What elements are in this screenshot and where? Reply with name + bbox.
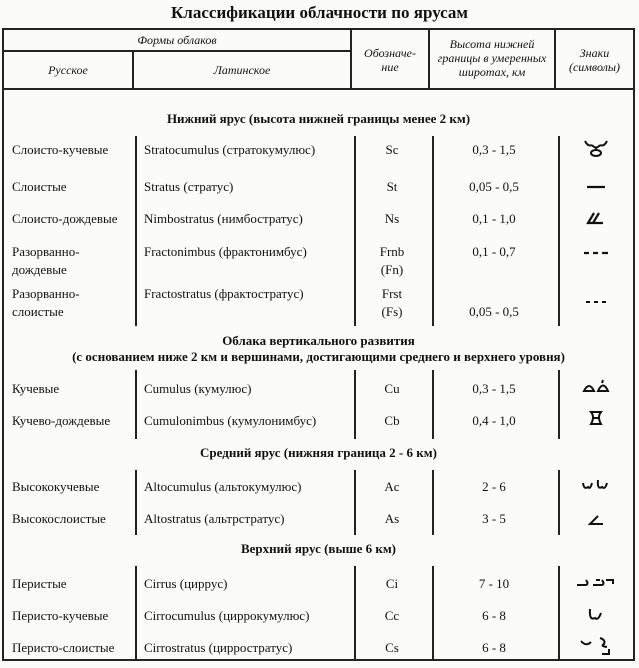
latin-name: Cumulus (кумулюс) — [144, 381, 252, 396]
header-abbreviation-line1: Обозначе- — [364, 46, 416, 60]
russian-name: Кучевые — [12, 381, 60, 396]
header-forms: Формы облаков — [137, 33, 217, 47]
header-height-line2: границы в умеренных — [437, 51, 547, 65]
base-height: 6 - 8 — [482, 640, 506, 655]
altocumulus-symbol-icon — [558, 477, 634, 493]
russian-name: Перисто-кучевые — [12, 608, 109, 623]
cirrus-symbol-icon — [558, 574, 634, 590]
cumulus-symbol-icon — [558, 379, 634, 395]
header-symbols-line2: (символы) — [568, 60, 621, 74]
abbreviation: Cb — [384, 413, 400, 428]
latin-name: Stratus (стратус) — [144, 179, 234, 194]
cumulonimbus-symbol-icon — [558, 409, 634, 427]
section-title-low: Нижний ярус (высота нижней границы менее 2 км) — [166, 111, 471, 126]
russian-name: Высококучевые — [12, 479, 100, 494]
abbreviation: Ci — [385, 576, 399, 591]
base-height: 0,1 - 0,7 — [472, 244, 516, 259]
russian-name — [12, 243, 80, 279]
col-divider — [135, 370, 137, 439]
russian-name-line2: слоистые — [12, 304, 64, 319]
russian-name: Перисто-слоистые — [12, 640, 115, 655]
abbreviation-line1: Frnb — [379, 244, 405, 259]
abbreviation: Cs — [385, 640, 399, 655]
latin-name: Fractostratus (фрактостратус) — [144, 286, 304, 301]
abbreviation — [354, 243, 430, 279]
base-height: 0,4 - 1,0 — [472, 413, 516, 428]
latin-name: Altostratus (альтрстратус) — [144, 511, 285, 526]
base-height: 2 - 6 — [482, 479, 506, 494]
latin-name: Stratocumulus (стратокумулюс) — [144, 142, 316, 157]
abbreviation: St — [386, 179, 398, 194]
section-title-vertical-line1: Облака вертикального развития — [222, 333, 415, 348]
russian-name-line1: Разорванно- — [12, 244, 80, 259]
russian-name: Перистые — [12, 576, 67, 591]
base-height: 0,1 - 1,0 — [472, 211, 516, 226]
cloud-classification-table — [2, 28, 635, 661]
base-height: 6 - 8 — [482, 608, 506, 623]
altostratus-symbol-icon — [558, 512, 634, 528]
base-height: 0,05 - 0,5 — [469, 179, 519, 194]
latin-name: Fractonimbus (фрактонимбус) — [144, 244, 307, 259]
header-height-line3: широтах, км — [458, 65, 526, 79]
latin-name: Nimbostratus (нимбостратус) — [144, 211, 303, 226]
header-abbreviation — [352, 46, 428, 74]
header-latin: Латинское — [213, 63, 271, 77]
col-divider — [135, 136, 137, 326]
header-top-divider — [4, 50, 350, 52]
col-divider — [432, 136, 434, 326]
abbreviation: Ac — [384, 479, 400, 494]
header-symbols — [556, 46, 633, 74]
header-height-line1: Высота нижней — [449, 37, 535, 51]
base-height: 7 - 10 — [478, 576, 510, 591]
base-height: 0,3 - 1,5 — [472, 381, 516, 396]
header-symbols-line1: Знаки — [579, 46, 610, 60]
section-title-high: Верхний ярус (выше 6 км) — [240, 541, 397, 556]
cirrocumulus-symbol-icon — [558, 606, 634, 624]
page-title: Классификации облачности по ярусам — [170, 3, 469, 22]
russian-name-line1: Разорванно- — [12, 286, 80, 301]
abbreviation-line1: Frst — [381, 286, 403, 301]
latin-name: Cumulonimbus (кумулонимбус) — [144, 413, 317, 428]
russian-name: Слоисто-кучевые — [12, 142, 109, 157]
fractostratus-symbol-icon — [558, 293, 634, 309]
abbreviation: As — [384, 511, 400, 526]
abbreviation: Cu — [384, 381, 400, 396]
latin-name: Cirrocumulus (циррокумулюс) — [144, 608, 310, 623]
russian-name: Слоистые — [12, 179, 67, 194]
header-abbreviation-line2: ние — [381, 60, 399, 74]
abbreviation: Cc — [384, 608, 400, 623]
base-height: 0,3 - 1,5 — [472, 142, 516, 157]
abbreviation-line2: (Fs) — [381, 304, 403, 319]
russian-name — [12, 285, 80, 321]
latin-name: Cirrus (циррус) — [144, 576, 228, 591]
russian-name-line2: дождевые — [12, 262, 67, 277]
col-divider — [135, 470, 137, 535]
stratocumulus-symbol-icon — [558, 137, 634, 159]
header-height — [430, 37, 554, 79]
base-height: 0,05 - 0,5 — [469, 304, 519, 319]
latin-name: Cirrostratus (цирростратус) — [144, 640, 293, 655]
section-title-middle: Средний ярус (нижняя граница 2 - 6 км) — [200, 445, 437, 460]
stratus-symbol-icon — [558, 178, 634, 196]
section-title-vertical — [4, 333, 633, 365]
nimbostratus-symbol-icon — [558, 210, 634, 228]
header-russian: Русское — [48, 63, 88, 77]
latin-name: Altocumulus (альтокумулюс) — [144, 479, 302, 494]
fractonimbus-symbol-icon — [558, 244, 634, 260]
abbreviation-line2: (Fn) — [380, 262, 404, 277]
section-title-vertical-line2: (с основанием ниже 2 км и вершинами, достигающими среднего и верхнего уровня) — [72, 349, 565, 364]
col-divider — [135, 566, 137, 661]
abbreviation: Sc — [385, 142, 399, 157]
abbreviation — [354, 285, 430, 321]
russian-name: Высокослоистые — [12, 511, 106, 526]
russian-name: Кучево-дождевые — [12, 413, 111, 428]
cirrostratus-symbol-icon — [558, 634, 634, 658]
header-bottom-divider — [4, 88, 633, 90]
base-height: 3 - 5 — [482, 511, 506, 526]
abbreviation: Ns — [384, 211, 400, 226]
russian-name: Слоисто-дождевые — [12, 211, 118, 226]
